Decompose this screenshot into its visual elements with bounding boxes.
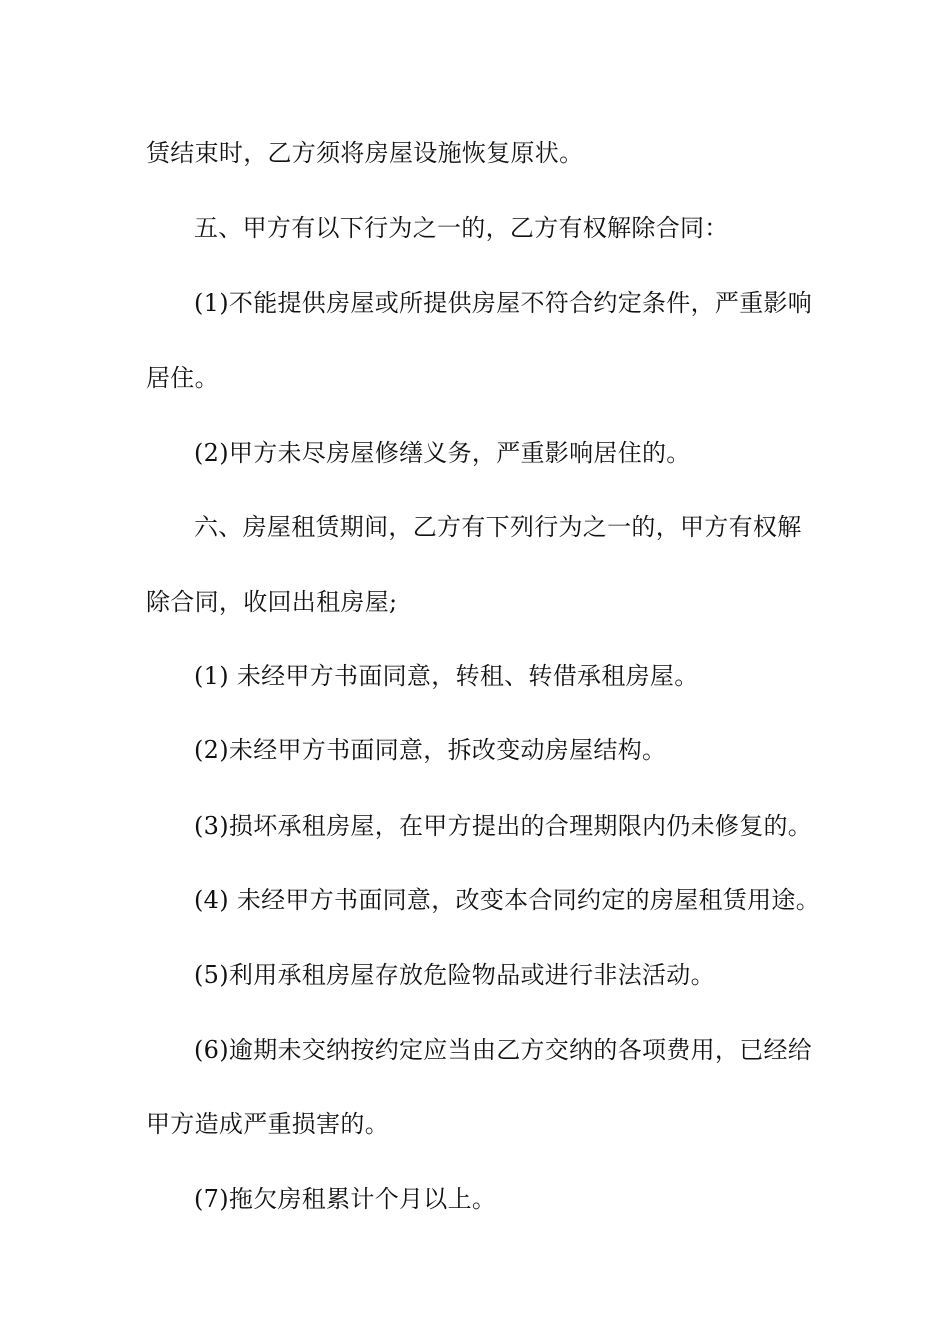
text-line-5: (2)甲方未尽房屋修缮义务，严重影响居住的。 (194, 439, 691, 467)
text-line-6: 六、房屋租赁期间，乙方有下列行为之一的，甲方有权解 (194, 513, 802, 541)
text-line-3: (1)不能提供房屋或所提供房屋不符合约定条件，严重影响 (194, 289, 813, 317)
text-line-12: (5)利用承租房屋存放危险物品或进行非法活动。 (194, 961, 715, 989)
text-line-7: 除合同，收回出租房屋; (146, 588, 398, 616)
text-line-13: (6)逾期未交纳按约定应当由乙方交纳的各项费用，已经给 (194, 1036, 813, 1064)
text-line-11: (4) 未经甲方书面同意，改变本合同约定的房屋租赁用途。 (194, 886, 821, 914)
text-line-15: (7)拖欠房租累计个月以上。 (194, 1185, 497, 1213)
text-line-14: 甲方造成严重损害的。 (146, 1110, 389, 1138)
text-line-4: 居住。 (146, 364, 219, 392)
text-line-2: 五、甲方有以下行为之一的，乙方有权解除合同： (194, 214, 729, 242)
text-line-8: (1) 未经甲方书面同意，转租、转借承租房屋。 (194, 662, 699, 690)
text-line-1: 赁结束时，乙方须将房屋设施恢复原状。 (146, 139, 584, 167)
text-line-10: (3)损坏承租房屋，在甲方提出的合理期限内仍未修复的。 (194, 812, 813, 840)
text-line-9: (2)未经甲方书面同意，拆改变动房屋结构。 (194, 736, 667, 764)
